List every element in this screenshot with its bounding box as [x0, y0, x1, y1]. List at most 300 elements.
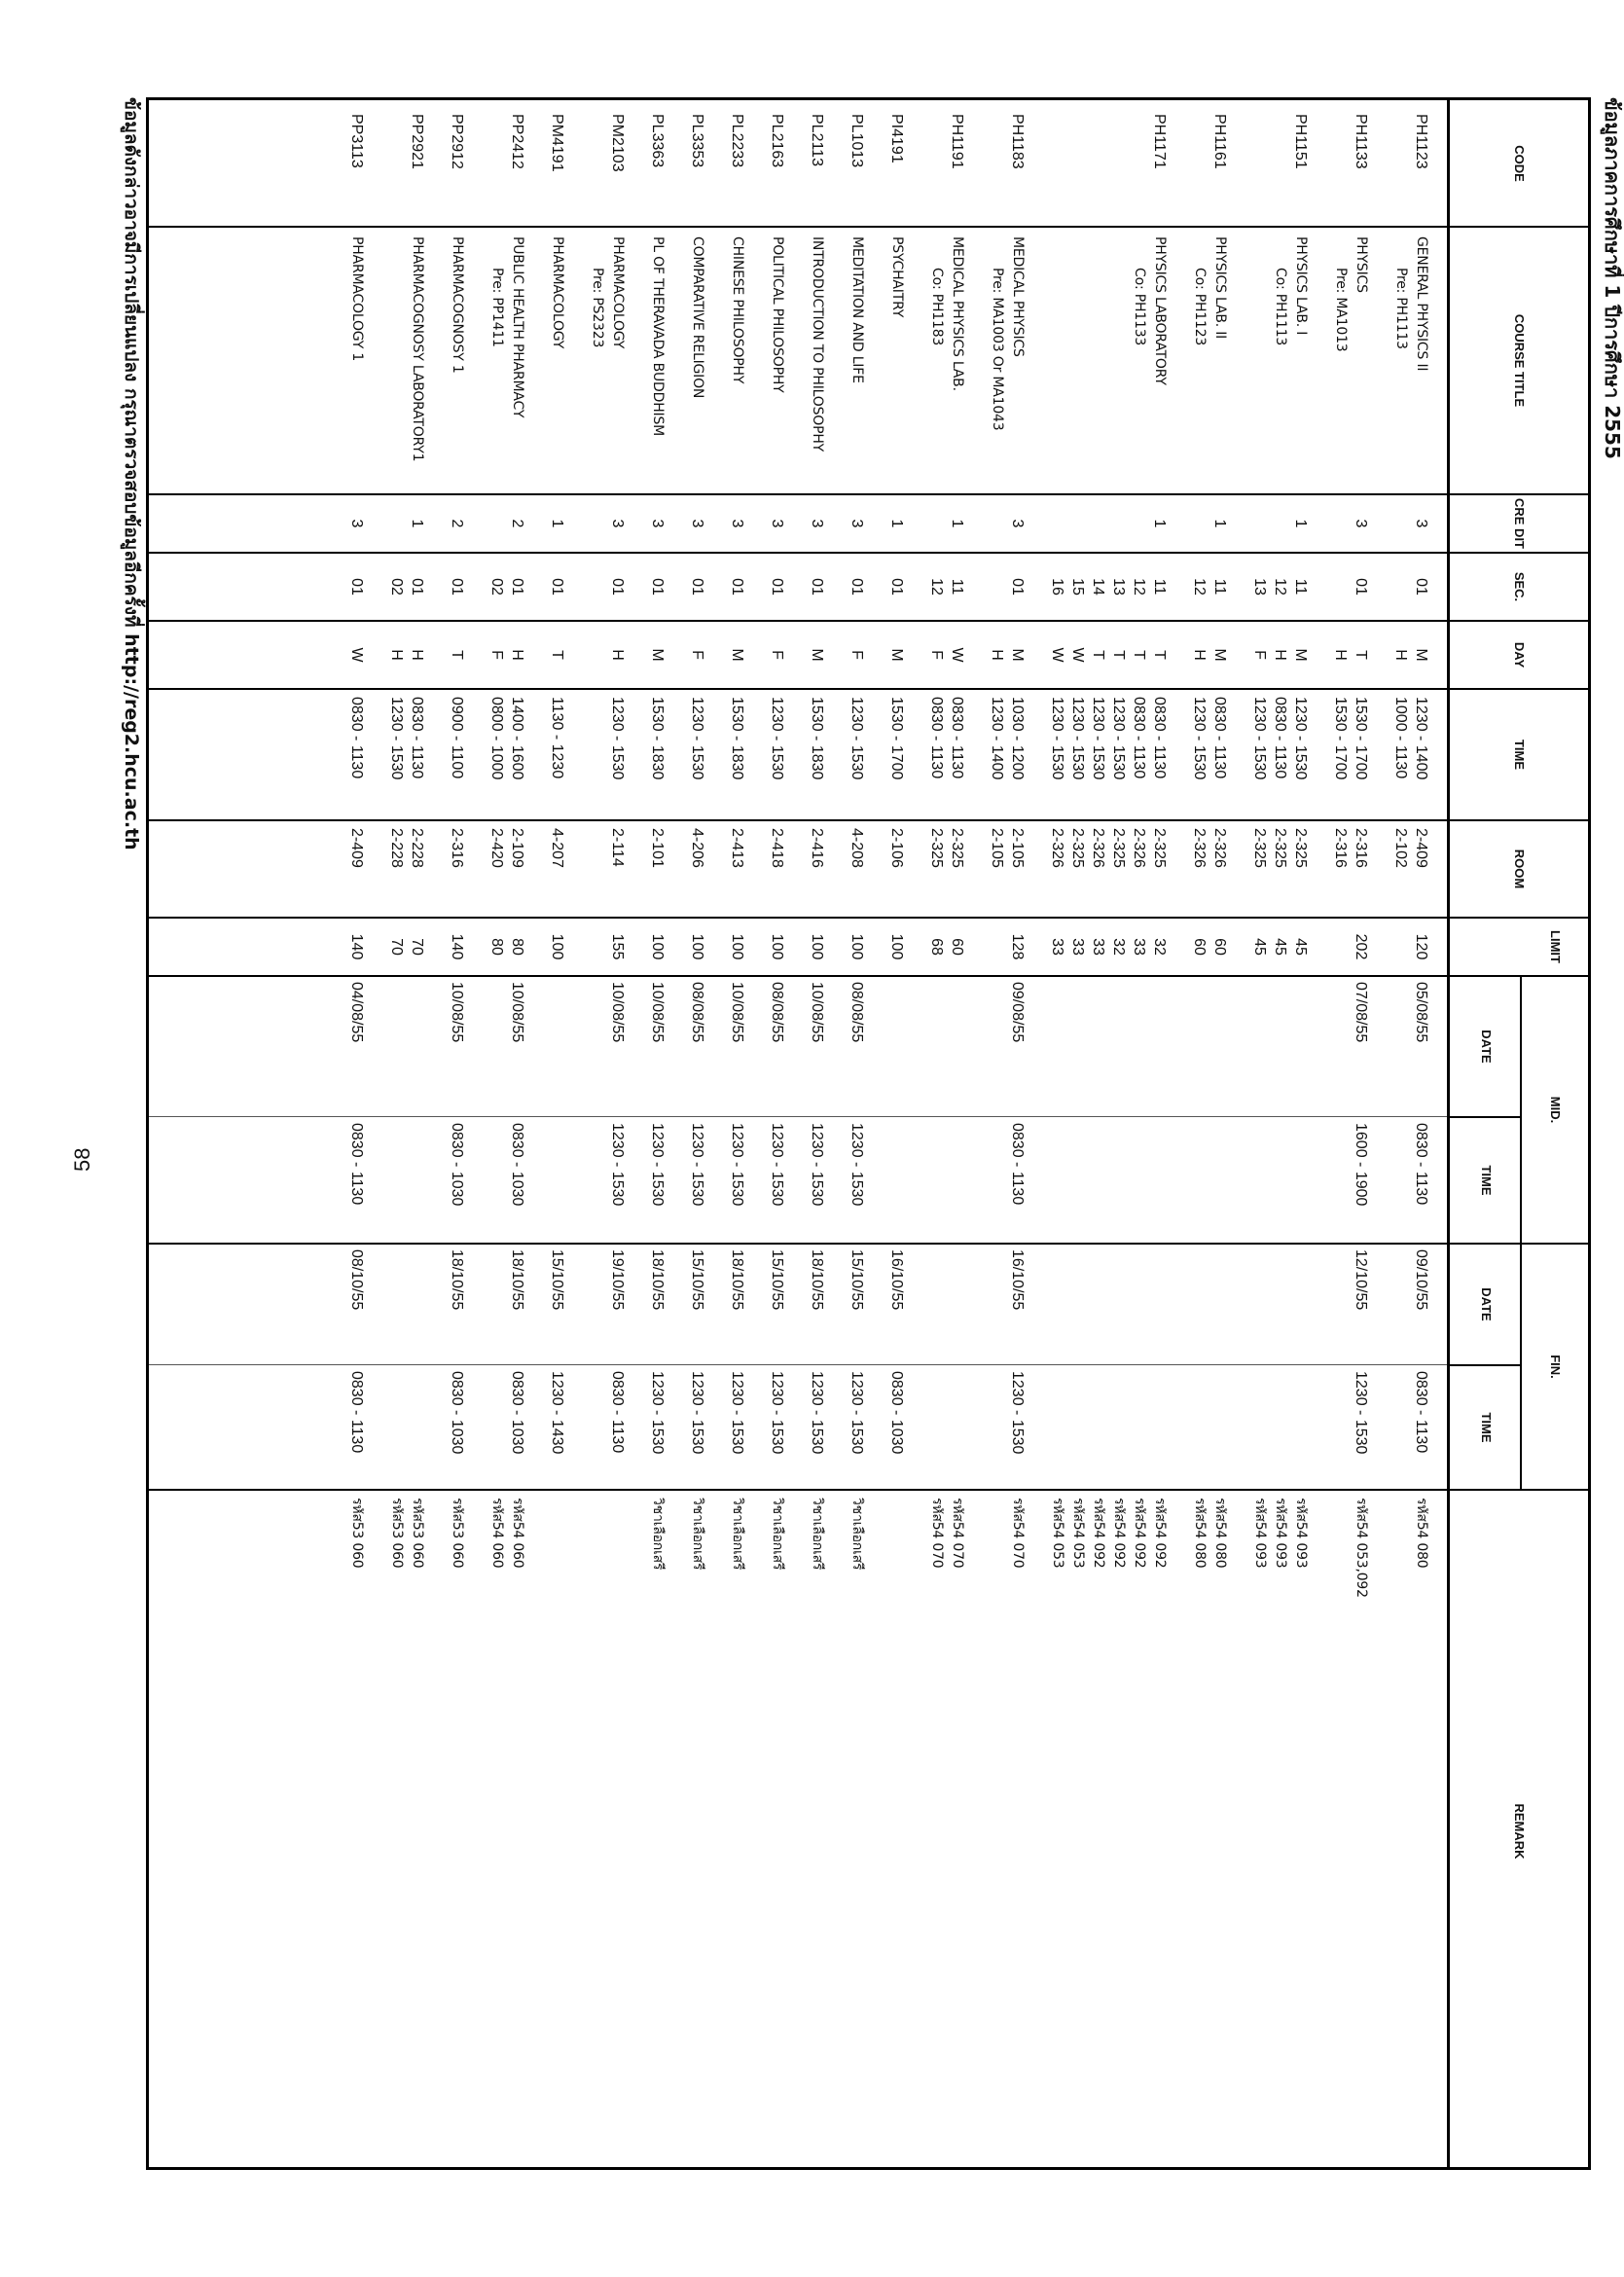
course-title: COMPARATIVE RELIGION: [690, 236, 705, 399]
col-header-title: COURSE TITLE: [1512, 313, 1528, 408]
final-time: 0830 - 1030: [888, 1371, 905, 1455]
course-code: PH1183: [1009, 114, 1026, 169]
section-number: 01: [509, 578, 525, 596]
class-day: H: [1191, 649, 1208, 661]
table-row: [346, 100, 367, 2167]
final-date: 12/10/55: [1353, 1249, 1369, 1311]
class-day: F: [848, 650, 865, 660]
class-day: W: [1069, 647, 1086, 663]
midterm-time: 0830 - 1130: [348, 1123, 365, 1206]
course-prerequisite: Co: PH1133: [1132, 268, 1147, 346]
final-date: 09/10/55: [1413, 1249, 1429, 1311]
section-number: 02: [388, 578, 405, 596]
col-header-room: ROOM: [1512, 849, 1528, 889]
col-header-fin-time: TIME: [1479, 1412, 1495, 1443]
class-time: 1000 - 1130: [1392, 697, 1409, 779]
seat-limit: 202: [1353, 933, 1369, 960]
course-prerequisite: Co: PH1183: [929, 268, 945, 346]
midterm-date: 10/08/55: [649, 982, 666, 1043]
seat-limit: 32: [1151, 938, 1168, 956]
class-room: 2-418: [769, 828, 785, 868]
course-prerequisite: Co: PH1113: [1273, 268, 1288, 346]
class-day: M: [888, 648, 905, 662]
class-day: F: [488, 650, 505, 660]
class-day: W: [348, 647, 365, 663]
class-time: 1530 - 1830: [809, 697, 825, 780]
final-date: 15/10/55: [549, 1249, 565, 1311]
col-header-mid: MID.: [1548, 1096, 1564, 1124]
final-time: 1230 - 1530: [1009, 1371, 1026, 1455]
class-room: 2-228: [409, 828, 425, 868]
course-prerequisite: Pre: MA1003 Or MA1043: [990, 268, 1005, 431]
table-row: [987, 100, 1028, 2167]
class-time: 1230 - 1530: [769, 697, 785, 780]
course-code: PL1013: [848, 114, 865, 168]
course-code: PP3113: [348, 114, 365, 168]
course-title: PHARMACOGNOSY 1: [450, 236, 465, 374]
class-room: 4-206: [689, 828, 705, 868]
class-room: 2-316: [1332, 828, 1349, 868]
class-time: 1230 - 1400: [1413, 697, 1429, 780]
course-title: MEDITATION AND LIFE: [849, 236, 865, 383]
class-day: F: [689, 650, 705, 660]
final-date: 18/10/55: [449, 1249, 465, 1311]
class-time: 1230 - 1530: [1251, 697, 1268, 780]
course-code: PL2163: [769, 114, 785, 168]
class-day: T: [549, 650, 565, 660]
class-room: 2-326: [1211, 828, 1228, 868]
course-prerequisite: Co: PH1123: [1192, 268, 1208, 346]
class-day: T: [449, 650, 465, 660]
class-day: M: [649, 648, 666, 662]
remark-note: รหัส54 093: [1293, 1498, 1309, 1569]
class-day: H: [409, 649, 425, 661]
remark-note: รหัส54 053: [1050, 1498, 1065, 1569]
class-time: 1230 - 1530: [1049, 697, 1065, 780]
midterm-time: 1230 - 1530: [729, 1123, 745, 1207]
remark-note: รหัส53 060: [349, 1498, 365, 1569]
table-row: [767, 100, 787, 2167]
final-time: 1230 - 1530: [848, 1371, 865, 1455]
class-room: 4-207: [549, 828, 565, 868]
class-room: 2-409: [348, 828, 365, 868]
final-date: 15/10/55: [689, 1249, 705, 1311]
seat-limit: 128: [1009, 933, 1026, 960]
final-time: 0830 - 1130: [1413, 1371, 1429, 1454]
course-code: PM4191: [549, 114, 565, 172]
course-title: PHARMACOGNOSY LABORATORY1: [410, 236, 425, 462]
final-date: 18/10/55: [509, 1249, 525, 1311]
table-row: [1189, 100, 1230, 2167]
class-room: 2-325: [1110, 828, 1127, 868]
class-room: 2-325: [1251, 828, 1268, 868]
class-time: 0830 - 1130: [409, 697, 425, 779]
course-code: PL2233: [729, 114, 745, 168]
class-time: 0900 - 1100: [449, 697, 465, 779]
section-number: 01: [848, 578, 865, 596]
section-number: 15: [1069, 578, 1086, 596]
course-credit: 1: [549, 519, 565, 528]
course-title: PHYSICS LAB. II: [1212, 236, 1228, 340]
seat-limit: 100: [809, 933, 825, 960]
semester-header: ข้อมูลภาคการศึกษาที่ 1 ปีการศึกษา 2555: [1601, 97, 1624, 459]
section-number: 13: [1110, 578, 1127, 596]
table-row: [386, 100, 427, 2167]
remark-note: วิชาเลือกเสรี: [690, 1498, 705, 1571]
section-number: 01: [769, 578, 785, 596]
course-credit: 2: [449, 519, 465, 528]
midterm-time: 1230 - 1530: [809, 1123, 825, 1207]
midterm-date: 10/08/55: [609, 982, 626, 1043]
col-header-remark: REMARK: [1512, 1803, 1528, 1860]
course-prerequisite: Pre: MA1013: [1333, 268, 1349, 352]
final-time: 1230 - 1530: [809, 1371, 825, 1455]
table-row: [447, 100, 467, 2167]
midterm-time: 1230 - 1530: [609, 1123, 626, 1207]
class-time: 1530 - 1830: [649, 697, 666, 780]
course-code: PL3363: [649, 114, 666, 168]
class-room: 2-420: [488, 828, 505, 868]
final-date: 16/10/55: [1009, 1249, 1026, 1311]
seat-limit: 33: [1069, 938, 1086, 956]
course-title: PSYCHAITRY: [889, 236, 905, 318]
course-code: PH1171: [1151, 114, 1168, 169]
footer-note: ข้อมูลดังกล่าวอาจมีการเปลี่ยนแปลง กรุณาตรวจสอบข้อมูลอีกครั้งที่ http://reg2.hcu.ac.th: [121, 97, 142, 850]
course-title: PUBLIC HEALTH PHARMACY: [510, 236, 525, 418]
section-number: 01: [649, 578, 666, 596]
course-code: PP2412: [509, 114, 525, 169]
remark-note: รหัส54 080: [1414, 1498, 1429, 1569]
section-number: 14: [1090, 578, 1106, 596]
midterm-date: 08/08/55: [769, 982, 785, 1043]
seat-limit: 33: [1090, 938, 1106, 956]
final-time: 1230 - 1530: [1353, 1371, 1369, 1455]
class-day: M: [1413, 648, 1429, 662]
midterm-time: 0830 - 1030: [449, 1123, 465, 1207]
table-row: [847, 100, 867, 2167]
course-credit: 1: [888, 519, 905, 528]
seat-limit: 100: [888, 933, 905, 960]
midterm-time: 0830 - 1130: [1009, 1123, 1026, 1206]
section-number: 16: [1049, 578, 1065, 596]
course-code: PP2912: [449, 114, 465, 169]
seat-limit: 80: [509, 938, 525, 956]
class-time: 1530 - 1700: [888, 697, 905, 780]
class-time: 1230 - 1530: [689, 697, 705, 780]
col-header-sec: SEC.: [1512, 571, 1528, 602]
remark-note: วิชาเลือกเสรี: [770, 1498, 785, 1571]
course-credit: 2: [509, 519, 525, 528]
midterm-date: 08/08/55: [848, 982, 865, 1043]
table-row: [587, 100, 628, 2167]
class-room: 2-326: [1090, 828, 1106, 868]
course-credit: 3: [1353, 519, 1369, 528]
table-row: [926, 100, 967, 2167]
class-day: F: [1251, 650, 1268, 660]
table-row: [487, 100, 527, 2167]
remark-note: รหัส54 053: [1070, 1498, 1086, 1569]
class-time: 0830 - 1130: [949, 697, 965, 779]
class-time: 1230 - 1530: [609, 697, 626, 780]
midterm-time: 1600 - 1900: [1353, 1123, 1369, 1207]
remark-note: รหัส54 060: [510, 1498, 525, 1569]
course-prerequisite: Pre: PP1411: [489, 268, 505, 347]
course-credit: 1: [1292, 519, 1309, 528]
class-day: M: [729, 648, 745, 662]
class-day: T: [1151, 650, 1168, 660]
class-day: W: [949, 647, 965, 663]
class-time: 0830 - 1130: [348, 697, 365, 779]
table-row: [687, 100, 707, 2167]
seat-limit: 45: [1251, 938, 1268, 956]
section-number: 11: [1151, 578, 1168, 596]
section-number: 01: [888, 578, 905, 596]
remark-note: รหัส54 093: [1273, 1498, 1288, 1569]
midterm-date: 10/08/55: [729, 982, 745, 1043]
class-time: 0830 - 1130: [1211, 697, 1228, 779]
seat-limit: 45: [1272, 938, 1288, 956]
class-day: M: [1292, 648, 1309, 662]
section-number: 13: [1251, 578, 1268, 596]
class-room: 2-106: [888, 828, 905, 868]
course-title: GENERAL PHYSICS II: [1414, 236, 1429, 372]
final-date: 16/10/55: [888, 1249, 905, 1311]
class-day: H: [509, 649, 525, 661]
remark-note: รหัส54 070: [950, 1498, 965, 1569]
class-room: 4-208: [848, 828, 865, 868]
seat-limit: 100: [848, 933, 865, 960]
col-header-limit: LIMIT: [1548, 930, 1564, 963]
course-prerequisite: Pre: PS2323: [590, 268, 605, 348]
class-room: 2-109: [509, 828, 525, 868]
class-time: 1230 - 1530: [1110, 697, 1127, 780]
col-header-fin-date: DATE: [1479, 1287, 1495, 1321]
midterm-time: 0830 - 1130: [1413, 1123, 1429, 1206]
seat-limit: 80: [488, 938, 505, 956]
class-time: 1130 - 1230: [549, 697, 565, 779]
class-day: H: [989, 649, 1005, 661]
class-day: H: [388, 649, 405, 661]
final-time: 1230 - 1530: [649, 1371, 666, 1455]
class-day: F: [769, 650, 785, 660]
course-credit: 3: [809, 519, 825, 528]
class-room: 2-114: [609, 828, 626, 867]
section-number: 12: [928, 578, 945, 596]
course-credit: 3: [848, 519, 865, 528]
class-room: 2-105: [989, 828, 1005, 868]
midterm-date: 08/08/55: [689, 982, 705, 1043]
class-time: 0830 - 1130: [1131, 697, 1147, 779]
schedule-table: [146, 97, 1591, 2170]
class-day: H: [1272, 649, 1288, 661]
exam-schedule-sheet: [117, 97, 1624, 2170]
class-room: 2-409: [1413, 828, 1429, 868]
class-room: 2-325: [1272, 828, 1288, 868]
remark-note: รหัส54 092: [1091, 1498, 1106, 1569]
class-time: 1230 - 1530: [1292, 697, 1309, 780]
class-room: 2-325: [1069, 828, 1086, 868]
class-time: 0830 - 1130: [928, 697, 945, 779]
midterm-time: 1230 - 1530: [649, 1123, 666, 1207]
final-time: 0830 - 1130: [348, 1371, 365, 1454]
remark-note: รหัส54 092: [1152, 1498, 1168, 1569]
page-number: 58: [70, 1147, 94, 1172]
course-credit: 3: [649, 519, 666, 528]
final-time: 1230 - 1530: [689, 1371, 705, 1455]
section-number: 01: [1009, 578, 1026, 596]
table-row: [886, 100, 907, 2167]
course-code: PP2921: [409, 114, 425, 169]
section-number: 01: [348, 578, 365, 596]
class-room: 2-325: [1151, 828, 1168, 868]
course-title: PHARMACOLOGY: [610, 236, 626, 349]
class-room: 2-316: [1353, 828, 1369, 868]
final-time: 1230 - 1430: [549, 1371, 565, 1455]
course-credit: 3: [769, 519, 785, 528]
remark-note: วิชาเลือกเสรี: [810, 1498, 825, 1571]
class-time: 1530 - 1700: [1353, 697, 1369, 780]
col-header-mid-time: TIME: [1479, 1165, 1495, 1196]
class-room: 2-228: [388, 828, 405, 868]
course-credit: 1: [409, 519, 425, 528]
class-room: 2-325: [1292, 828, 1309, 868]
class-time: 1030 - 1200: [1009, 697, 1026, 780]
class-room: 2-316: [449, 828, 465, 868]
final-date: 18/10/55: [729, 1249, 745, 1311]
section-number: 01: [549, 578, 565, 596]
class-time: 1230 - 1530: [1090, 697, 1106, 780]
seat-limit: 60: [1211, 938, 1228, 956]
section-number: 01: [729, 578, 745, 596]
course-credit: 1: [949, 519, 965, 528]
course-title: PHYSICS LAB. I: [1293, 236, 1309, 336]
course-credit: 3: [348, 519, 365, 528]
class-day: H: [609, 649, 626, 661]
class-room: 2-413: [729, 828, 745, 868]
remark-note: รหัส54 070: [929, 1498, 945, 1569]
class-time: 1230 - 1530: [848, 697, 865, 780]
course-code: PH1151: [1292, 114, 1309, 169]
class-day: T: [1090, 650, 1106, 660]
midterm-time: 1230 - 1530: [848, 1123, 865, 1207]
midterm-date: 10/08/55: [509, 982, 525, 1043]
course-code: PH1133: [1353, 114, 1369, 169]
remark-note: วิชาเลือกเสรี: [650, 1498, 666, 1571]
course-credit: 3: [1413, 519, 1429, 528]
table-row: [727, 100, 747, 2167]
section-number: 11: [1292, 578, 1309, 596]
midterm-time: 0830 - 1030: [509, 1123, 525, 1207]
remark-note: รหัส54 092: [1111, 1498, 1127, 1569]
final-time: 0830 - 1130: [609, 1371, 626, 1454]
col-header-fin: FIN.: [1548, 1355, 1564, 1379]
table-row: [1249, 100, 1311, 2167]
class-day: T: [1353, 650, 1369, 660]
remark-note: รหัส54 070: [1010, 1498, 1026, 1569]
class-room: 2-325: [949, 828, 965, 868]
class-day: H: [1332, 649, 1349, 661]
remark-note: รหัส53 060: [389, 1498, 405, 1569]
seat-limit: 68: [928, 938, 945, 956]
midterm-time: 1230 - 1530: [689, 1123, 705, 1207]
course-title: CHINESE PHILOSOPHY: [730, 236, 745, 384]
section-number: 01: [1413, 578, 1429, 596]
section-number: 11: [1211, 578, 1228, 596]
class-room: 2-326: [1049, 828, 1065, 868]
course-title: PHARMACOLOGY: [550, 236, 565, 349]
final-date: 19/10/55: [609, 1249, 626, 1311]
class-time: 0830 - 1130: [1151, 697, 1168, 779]
midterm-date: 10/08/55: [809, 982, 825, 1043]
remark-note: วิชาเลือกเสรี: [730, 1498, 745, 1571]
class-day: H: [1392, 649, 1409, 661]
seat-limit: 70: [409, 938, 425, 956]
class-room: 2-326: [1131, 828, 1147, 868]
course-title: PHARMACOLOGY 1: [349, 236, 365, 362]
course-code: PH1123: [1413, 114, 1429, 169]
seat-limit: 100: [769, 933, 785, 960]
seat-limit: 140: [348, 933, 365, 960]
class-time: 0800 - 1000: [488, 697, 505, 780]
section-number: 11: [949, 578, 965, 596]
remark-note: รหัส54 080: [1212, 1498, 1228, 1569]
col-header-day: DAY: [1512, 641, 1528, 669]
section-number: 12: [1272, 578, 1288, 596]
final-time: 1230 - 1530: [769, 1371, 785, 1455]
section-number: 01: [609, 578, 626, 596]
course-title: MEDICAL PHYSICS: [1010, 236, 1026, 357]
table-row: [1390, 100, 1431, 2167]
section-number: 01: [809, 578, 825, 596]
course-code: PL3353: [689, 114, 705, 168]
class-time: 0830 - 1130: [1272, 697, 1288, 779]
midterm-date: 04/08/55: [348, 982, 365, 1043]
final-date: 15/10/55: [769, 1249, 785, 1311]
section-number: 01: [689, 578, 705, 596]
section-number: 12: [1191, 578, 1208, 596]
class-time: 1230 - 1400: [989, 697, 1005, 780]
midterm-date: 05/08/55: [1413, 982, 1429, 1043]
course-prerequisite: Pre: PH1113: [1393, 268, 1409, 349]
section-number: 01: [449, 578, 465, 596]
midterm-date: 10/08/55: [449, 982, 465, 1043]
remark-note: รหัส54 093: [1252, 1498, 1268, 1569]
final-time: 0830 - 1030: [449, 1371, 465, 1455]
seat-limit: 100: [729, 933, 745, 960]
table-row: [547, 100, 567, 2167]
seat-limit: 60: [1191, 938, 1208, 956]
col-header-credit: CRE DIT: [1512, 498, 1528, 549]
table-row: [647, 100, 668, 2167]
class-day: T: [1131, 650, 1147, 660]
class-room: 2-101: [649, 828, 666, 868]
seat-limit: 140: [449, 933, 465, 960]
section-number: 12: [1131, 578, 1147, 596]
table-row: [1047, 100, 1170, 2167]
course-credit: 3: [729, 519, 745, 528]
section-number: 01: [1353, 578, 1369, 596]
section-number: 01: [409, 578, 425, 596]
midterm-date: 07/08/55: [1353, 982, 1369, 1043]
class-day: T: [1110, 650, 1127, 660]
class-day: F: [928, 650, 945, 660]
course-title: MEDICAL PHYSICS LAB.: [950, 236, 965, 391]
course-title: POLITICAL PHILOSOPHY: [770, 236, 785, 393]
seat-limit: 60: [949, 938, 965, 956]
seat-limit: 33: [1131, 938, 1147, 956]
seat-limit: 33: [1049, 938, 1065, 956]
class-time: 1530 - 1700: [1332, 697, 1349, 780]
